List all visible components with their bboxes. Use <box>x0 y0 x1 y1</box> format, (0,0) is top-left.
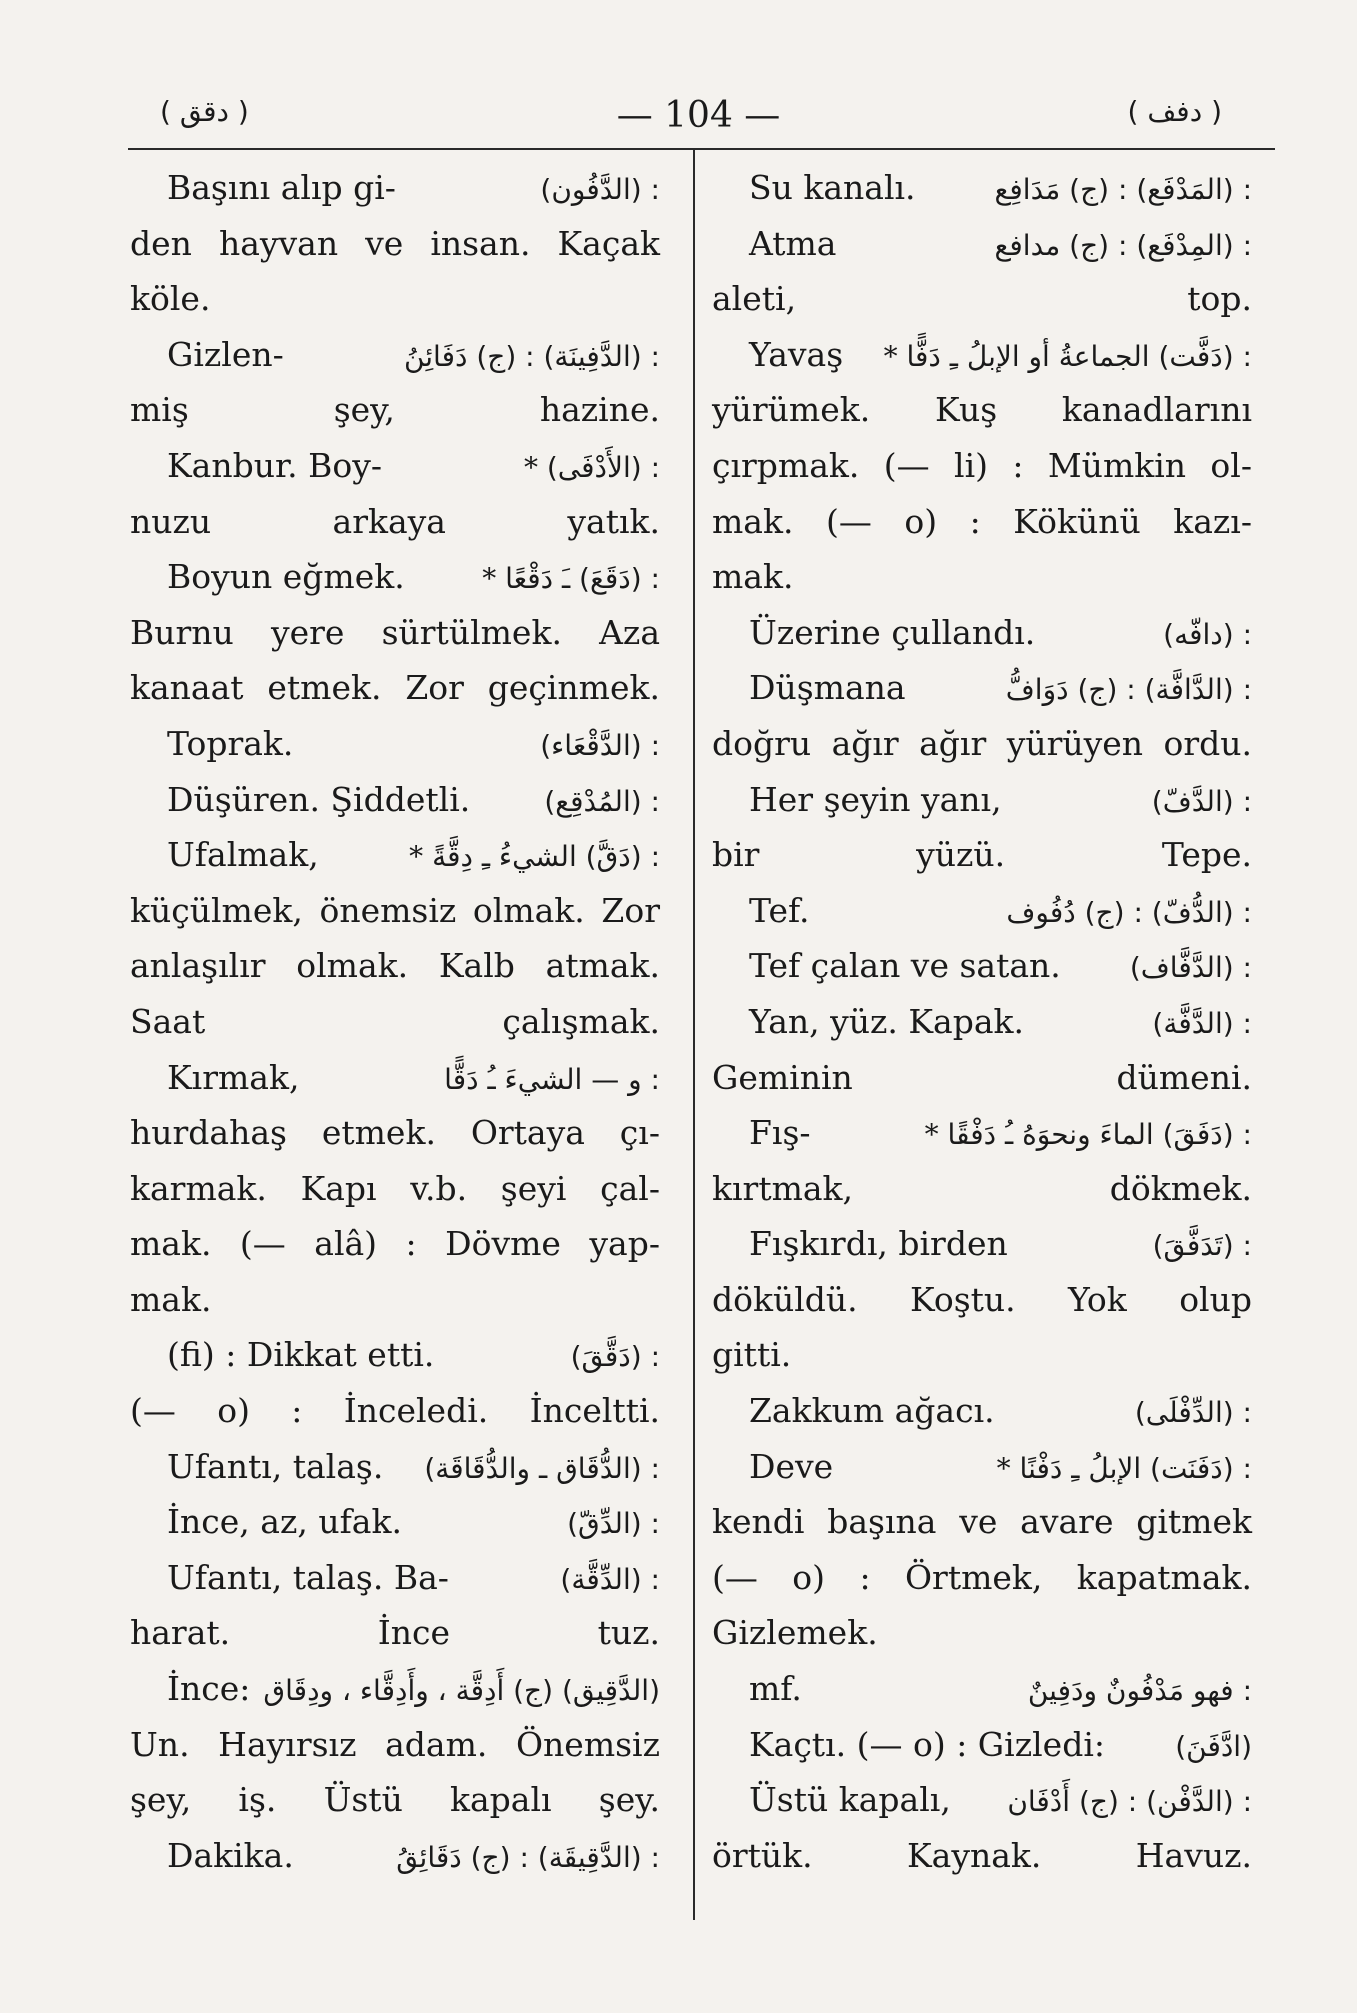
dictionary-line <box>712 1327 1252 1383</box>
dictionary-line <box>130 994 660 1050</box>
turkish-text: harat. İnce tuz. <box>130 1613 660 1653</box>
dictionary-line <box>130 1105 660 1161</box>
header-rule <box>128 148 1275 150</box>
arabic-headword: : (الدَّفَّة) <box>1152 1006 1252 1040</box>
dictionary-line <box>130 216 660 272</box>
turkish-text: Her şeyin yanı, <box>749 779 1002 819</box>
arabic-headword: : (الدَّفُون) <box>540 173 660 206</box>
dictionary-line <box>130 827 660 883</box>
turkish-text: küçülmek, önemsiz olmak. Zor <box>130 890 660 930</box>
dictionary-line <box>130 1161 660 1217</box>
turkish-text: Un. Hayırsız adam. Önemsiz <box>130 1724 660 1764</box>
arabic-headword: : فهو مَدْفُونٌ ودَفِينٌ <box>1027 1674 1252 1708</box>
arabic-headword: : (دَفَّت) الجماعةُ أو الإبلُ ـِ دَفًّا * <box>884 329 1252 385</box>
turkish-text: mak. <box>130 1279 212 1319</box>
turkish-text: Tef. <box>749 890 810 930</box>
turkish-text: den hayvan ve insan. Kaçak <box>130 223 660 263</box>
arabic-headword: : (الأَدْفَى) * <box>524 440 660 496</box>
dictionary-line <box>712 382 1252 438</box>
dictionary-line <box>130 1327 660 1383</box>
dictionary-line <box>712 216 1252 272</box>
turkish-text: (— o) : Örtmek, kapatmak. <box>712 1557 1252 1597</box>
turkish-text: gitti. <box>712 1335 792 1375</box>
dictionary-line <box>130 716 660 772</box>
turkish-text: Fış- <box>749 1113 811 1153</box>
arabic-headword: : (الدَّافَّة) : (ج) دَوَافُّ <box>1005 673 1252 707</box>
turkish-text: Kaçtı. (— o) : Gizledi: <box>749 1724 1105 1764</box>
dictionary-line <box>712 1828 1252 1884</box>
arabic-headword: : (دَفَقَ) الماءَ ونحوَهُ ـُ دَفْقًا * <box>925 1107 1252 1163</box>
turkish-text: İnce, az, ufak. <box>167 1502 402 1542</box>
dictionary-line <box>712 1105 1252 1161</box>
arabic-headword: : (الدَّفّ) <box>1151 784 1252 818</box>
dictionary-line <box>130 1550 660 1606</box>
turkish-text: Ufantı, talaş. <box>167 1446 384 1486</box>
arabic-headword: : (المِدْفَع) : (ج) مدافع <box>994 228 1252 262</box>
dictionary-line <box>712 1717 1252 1773</box>
dictionary-line <box>130 1605 660 1661</box>
arabic-headword: : (الدُّقَاق ـ والدُّقَاقَة) <box>424 1451 660 1485</box>
dictionary-line <box>712 1050 1252 1106</box>
turkish-text: Kanbur. Boy- <box>167 445 382 485</box>
page-header <box>130 95 1267 145</box>
dictionary-line <box>130 1439 660 1495</box>
turkish-text: nuzu arkaya yatık. <box>130 501 660 541</box>
arabic-headword: : (الدَّقْعَاء) <box>540 728 660 762</box>
arabic-headword: : (المَدْفَع) : (ج) مَدَافِع <box>994 173 1252 206</box>
page-number: — 104 — <box>616 95 781 136</box>
dictionary-line <box>712 327 1252 383</box>
arabic-headword: : و — الشيءَ ـُ دَقًّا <box>444 1062 660 1096</box>
dictionary-line <box>712 716 1252 772</box>
dictionary-line <box>712 271 1252 327</box>
dictionary-line <box>712 1439 1252 1495</box>
turkish-text: Burnu yere sürtülmek. Aza <box>130 612 660 652</box>
turkish-text: Ufalmak, <box>167 835 319 875</box>
turkish-text: miş şey, hazine. <box>130 390 660 430</box>
dictionary-line <box>130 1272 660 1328</box>
turkish-text: köle. <box>130 279 211 319</box>
dictionary-line <box>712 1383 1252 1439</box>
dictionary-line <box>130 1383 660 1439</box>
dictionary-line <box>712 827 1252 883</box>
turkish-text: mak. <box>712 557 794 597</box>
turkish-text: doğru ağır ağır yürüyen ordu. <box>712 723 1252 763</box>
dictionary-line <box>130 1661 660 1717</box>
dictionary-line <box>712 549 1252 605</box>
arabic-headword: : (الدِّقَّة) <box>560 1562 660 1596</box>
dictionary-line <box>712 772 1252 828</box>
turkish-text: Üstü kapalı, <box>749 1780 951 1820</box>
turkish-text: mf. <box>749 1669 802 1709</box>
dictionary-line <box>712 1216 1252 1272</box>
turkish-text: Düşmana <box>749 668 906 708</box>
dictionary-line <box>130 883 660 939</box>
dictionary-line <box>130 772 660 828</box>
turkish-text: anlaşılır olmak. Kalb atmak. <box>130 946 660 986</box>
dictionary-line <box>130 938 660 994</box>
turkish-text: Kırmak, <box>167 1057 300 1097</box>
dictionary-line <box>712 1161 1252 1217</box>
arabic-headword: : (دَقَّقَ) <box>570 1340 660 1374</box>
turkish-text: Gizlemek. <box>712 1613 878 1653</box>
arabic-headword: : (الدَّفْن) : (ج) أَدْفَان <box>1007 1785 1252 1819</box>
left-column <box>130 160 660 1883</box>
turkish-text: Geminin dümeni. <box>712 1057 1252 1097</box>
turkish-text: mak. (— alâ) : Dövme yap- <box>130 1224 660 1264</box>
dictionary-line <box>712 1772 1252 1828</box>
dictionary-line <box>130 160 660 216</box>
arabic-headword: : (دَقَّ) الشيءُ ـِ دِقَّةً * <box>409 829 660 885</box>
dictionary-line <box>130 605 660 661</box>
dictionary-line <box>130 549 660 605</box>
arabic-headword: : (الدَّفَّاف) <box>1129 951 1252 985</box>
turkish-text: Tef çalan ve satan. <box>749 946 1061 986</box>
arabic-headword: : (دَفَنَت) الإبلُ ـِ دَفْنًا * <box>997 1441 1252 1497</box>
turkish-text: Deve <box>749 1446 834 1486</box>
turkish-text: hurdahaş etmek. Ortaya çı- <box>130 1113 660 1153</box>
arabic-headword: : (تَدَفَّقَ) <box>1152 1229 1252 1263</box>
turkish-text: İnce: <box>167 1669 251 1709</box>
arabic-headword: : (الدَّقِيقَة) : (ج) دَقَائِقُ <box>396 1840 660 1874</box>
turkish-text: (fi) : Dikkat etti. <box>167 1335 435 1375</box>
turkish-text: Fışkırdı, birden <box>749 1224 1008 1264</box>
dictionary-line <box>712 883 1252 939</box>
dictionary-line <box>712 1550 1252 1606</box>
turkish-text: Su kanalı. <box>749 168 916 207</box>
turkish-text: yürümek. Kuş kanadlarını <box>712 390 1252 430</box>
dictionary-line <box>712 660 1252 716</box>
dictionary-line <box>130 1717 660 1773</box>
dictionary-line <box>712 494 1252 550</box>
turkish-text: kanaat etmek. Zor geçinmek. <box>130 668 660 708</box>
turkish-text: şey, iş. Üstü kapalı şey. <box>130 1780 660 1820</box>
header-left-guideword: ( دقق ) <box>160 95 249 128</box>
turkish-text: Ufantı, talaş. Ba- <box>167 1557 449 1597</box>
turkish-text: Gizlen- <box>167 334 284 374</box>
arabic-headword: : (الدِّقّ) <box>567 1507 660 1541</box>
turkish-text: mak. (— o) : Kökünü kazı- <box>712 501 1252 541</box>
dictionary-line <box>712 1661 1252 1717</box>
dictionary-line <box>712 438 1252 494</box>
dictionary-line <box>130 660 660 716</box>
dictionary-line <box>130 438 660 494</box>
arabic-headword: (الدَّقِيق) (ج) أَدِقَّة ، وأَدِقَّاء ، ودِقَاق <box>263 1674 660 1708</box>
turkish-text: bir yüzü. Tepe. <box>712 835 1252 875</box>
arabic-headword: : (الدَّفِينَة) : (ج) دَفَائِنُ <box>403 339 660 373</box>
dictionary-line <box>712 605 1252 661</box>
arabic-headword: (ادَّفَنَ) <box>1175 1729 1252 1763</box>
column-divider <box>693 150 695 1920</box>
turkish-text: örtük. Kaynak. Havuz. <box>712 1835 1252 1875</box>
dictionary-line <box>712 1494 1252 1550</box>
dictionary-line <box>130 1494 660 1550</box>
dictionary-line <box>130 327 660 383</box>
turkish-text: çırpmak. (— li) : Mümkin ol- <box>712 445 1252 485</box>
right-column <box>712 160 1252 1883</box>
dictionary-line <box>712 1272 1252 1328</box>
arabic-headword: : (الدُّفّ) : (ج) دُفُوف <box>1006 895 1252 929</box>
turkish-text: aleti, top. <box>712 279 1252 319</box>
turkish-text: Dakika. <box>167 1835 294 1875</box>
dictionary-line <box>130 494 660 550</box>
arabic-headword: : (المُدْقِع) <box>544 784 660 818</box>
dictionary-line <box>130 1772 660 1828</box>
dictionary-line <box>130 1050 660 1106</box>
dictionary-line <box>712 994 1252 1050</box>
dictionary-line <box>712 160 1252 216</box>
arabic-headword: : (دَقَعَ) ـَ دَقْعًا * <box>482 551 660 607</box>
turkish-text: Zakkum ağacı. <box>749 1391 995 1431</box>
arabic-headword: : (الدِّفْلَى) <box>1134 1396 1252 1430</box>
turkish-text: (— o) : İnceledi. İnceltti. <box>130 1391 660 1431</box>
dictionary-line <box>712 938 1252 994</box>
turkish-text: Yan, yüz. Kapak. <box>749 1001 1025 1041</box>
turkish-text: Toprak. <box>167 723 294 763</box>
dictionary-line <box>130 271 660 327</box>
arabic-headword: : (دافّه) <box>1163 617 1252 651</box>
turkish-text: Düşüren. Şiddetli. <box>167 779 471 819</box>
turkish-text: Boyun eğmek. <box>167 557 405 597</box>
dictionary-line <box>130 1828 660 1884</box>
turkish-text: Atma <box>749 223 837 263</box>
turkish-text: döküldü. Koştu. Yok olup <box>712 1279 1252 1319</box>
turkish-text: kırtmak, dökmek. <box>712 1168 1252 1208</box>
turkish-text: Yavaş <box>749 334 844 374</box>
turkish-text: karmak. Kapı v.b. şeyi çal- <box>130 1168 660 1208</box>
turkish-text: kendi başına ve avare gitmek <box>712 1502 1252 1542</box>
turkish-text: Başını alıp gi- <box>167 168 396 207</box>
turkish-text: Saat çalışmak. <box>130 1001 660 1041</box>
dictionary-line <box>130 382 660 438</box>
dictionary-line <box>130 1216 660 1272</box>
header-right-guideword: ( دفف ) <box>1127 95 1222 128</box>
turkish-text: Üzerine çullandı. <box>749 612 1036 652</box>
dictionary-line <box>712 1605 1252 1661</box>
